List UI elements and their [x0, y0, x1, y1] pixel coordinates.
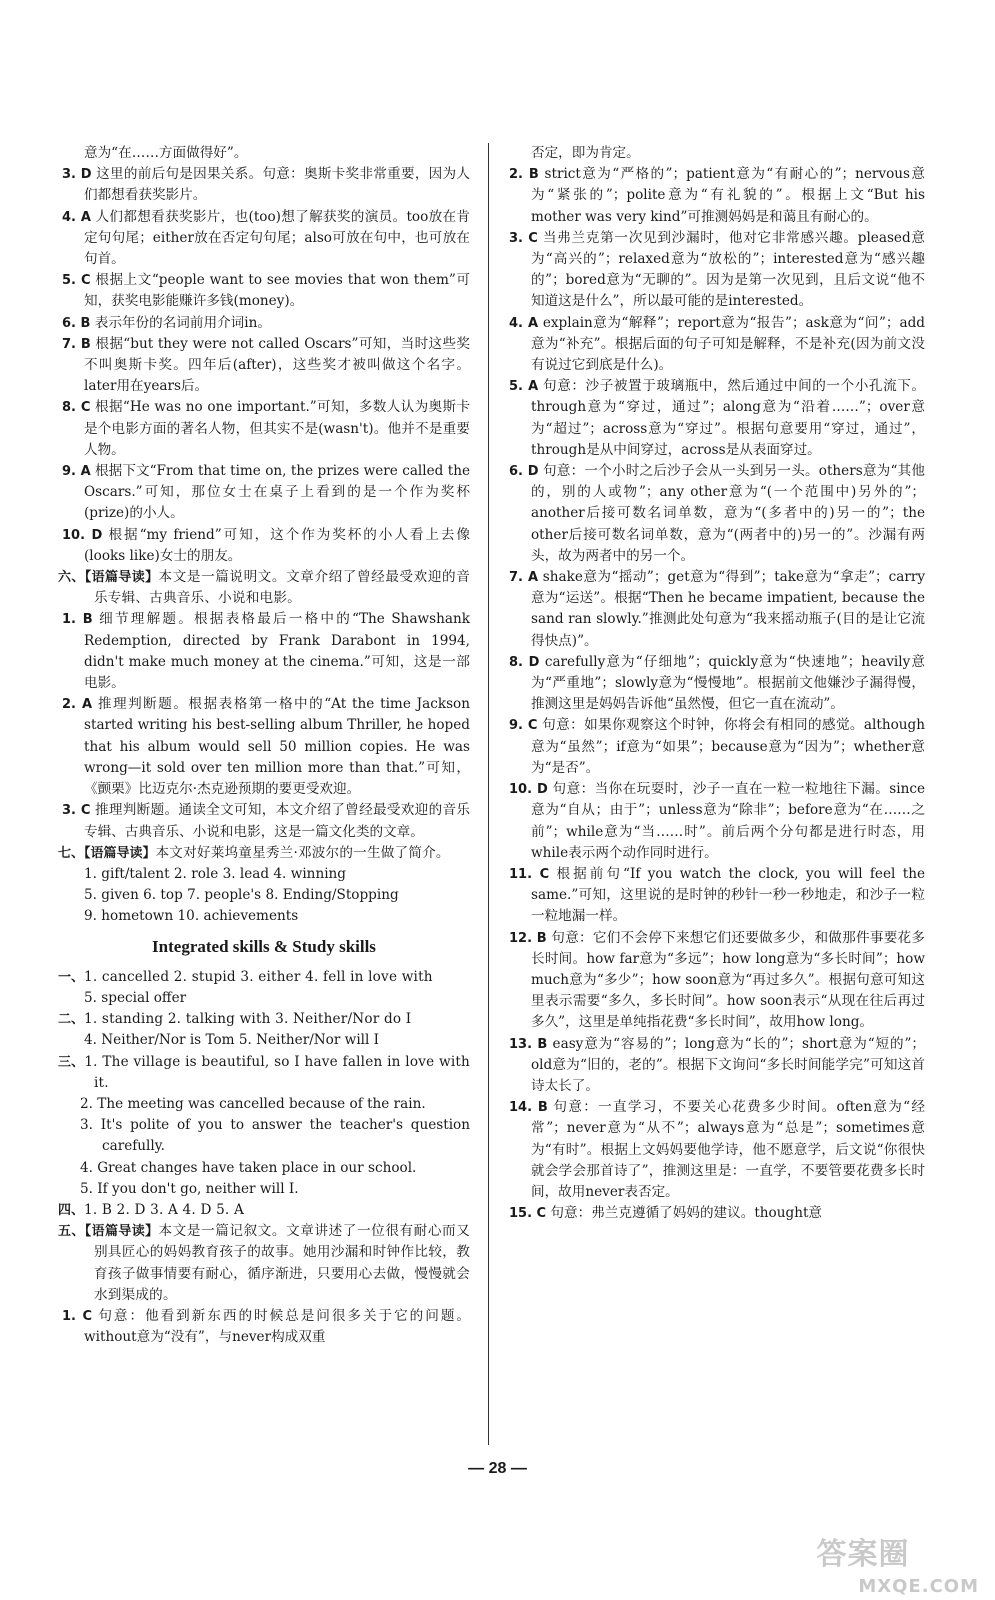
answer-explanation: 推理判断题。通读全文可知，本文介绍了曾经最受欢迎的音乐专辑、古典音乐、小说和电影，这是一篇文化类的文章。	[84, 802, 470, 840]
answer-explanation: 根据下文“From that time on, the prizes were called the Oscars.”可知，那位女士在桌子上看到的是一个作为奖杯(prize)的小人。	[84, 463, 470, 522]
answer-number: 4. A	[509, 315, 539, 331]
answer-item	[505, 1203, 925, 1224]
answer-item	[58, 164, 470, 206]
answer-explanation: 根据“my friend”可知，这个作为奖杯的小人看上去像(looks like)女士的朋友。	[84, 526, 470, 564]
section-text: 本文是一篇说明文。文章介绍了曾经最受欢迎的音乐专辑、古典音乐、小说和电影。	[94, 569, 470, 607]
answer-number: 14. B	[509, 1100, 548, 1116]
watermark-url: MXQE.COM	[858, 1576, 979, 1597]
answer-explanation: easy意为“容易的”；long意为“长的”；short意为“短的”；old意为“旧的，老的”。根据下文询问“多长时间能学完”可知这首诗太长了。	[531, 1035, 926, 1094]
answer-line: 4. Great changes have taken place in our school.	[80, 1159, 417, 1176]
answer-number: 6. D	[509, 464, 539, 480]
section-lead: 四、	[58, 1202, 85, 1218]
answer-explanation: strict意为“严格的”；patient意为“有耐心的”；nervous意为“紧张的”；polite意为“有礼貌的”。根据上文“But his mother was very kind”可推测妈妈是和蔼且有耐心的。	[531, 166, 925, 225]
section-lead: 三、	[58, 1054, 85, 1070]
section-label	[58, 567, 470, 609]
answer-line: 4. Neither/Nor is Tom 5. Neither/Nor will I	[84, 1032, 380, 1049]
answer-number: 9. C	[509, 718, 538, 734]
left-column	[58, 143, 470, 1348]
answer-explanation: 当弗兰克第一次见到沙漏时，他对它非常感兴趣。pleased意为“高兴的”；relaxed意为“放松的”；interested意为“感兴趣的”；bored意为“无聊的”。因为是第一次见到，且后文说“他不知道这是什么”，所以最可能的是interested。	[531, 229, 925, 310]
answer-item	[505, 313, 925, 377]
answer-item	[58, 397, 470, 461]
answer-explanation: 句意：如果你观察这个时钟，你将会有相同的感觉。although意为“虽然”；if意为“如果”；because意为“因为”；whether意为“是否”。	[531, 717, 925, 776]
answer-item	[505, 567, 925, 652]
answer-number: 10. D	[509, 782, 548, 798]
answer-explanation: 句意：沙子被置于玻璃瓶中，然后通过中间的一个小孔流下。through意为“穿过，通过”；along意为“沿着……”；over意为“超过”；across意为“穿过”。根据句意要用“穿过，通过”，through是从中间穿过，across是从表面穿过。	[531, 378, 925, 458]
answer-item	[505, 164, 925, 228]
answer-explanation: carefully意为“仔细地”；quickly意为“快速地”；heavily意为“严重地”；slowly意为“慢慢地”。根据前文他嫌沙子漏得慢，推测这里是妈妈告诉他“虽然慢，但它一直在流动”。	[531, 653, 925, 713]
answer-number: 15. C	[509, 1206, 547, 1222]
answer-explanation: 句意：当你在玩耍时，沙子一直在一粒一粒地往下漏。since意为“自从；由于”；unless意为“除非”；before意为“在……之前”；while意为“当……时”。前后两个分句都是进行时态，用while表示两个动作同时进行。	[531, 781, 925, 861]
watermark-text: 答案圈	[816, 1537, 910, 1573]
answer-explanation: 根据上文“people want to see movies that won them”可知，获奖电影能赚许多钱(money)。	[84, 272, 470, 310]
column-divider	[488, 143, 489, 1445]
answer-explanation: 句意：他看到新东西的时候总是问很多关于它的问题。without意为“没有”，与never构成双重	[84, 1307, 470, 1346]
answer-explanation: 推理判断题。根据表格第一格中的“At the time Jackson started writing his best-selling album Thriller, he hoped that his album would sell 50 million copies. He was wrong—it sold over ten million more than that.”可知，《颤栗》比迈克尔·杰克逊预期的要更受欢迎。	[84, 696, 470, 798]
answer-explanation: 这里的前后句是因果关系。句意：奥斯卡奖非常重要，因为人们都想看获奖影片。	[84, 166, 470, 204]
answer-number: 5. A	[509, 379, 539, 395]
answer-number: 2. B	[509, 167, 539, 183]
answer-item	[58, 207, 470, 271]
section-label	[58, 1052, 470, 1094]
answer-item	[505, 928, 925, 1034]
answer-explanation: 根据前句“If you watch the clock, you will feel the same.”可知，这里说的是时钟的秒针一秒一秒地走，和沙子一粒一粒地漏一样。	[531, 865, 925, 925]
answer-number: 2. A	[62, 697, 93, 713]
continued-text: 意为“在……方面做得好”。	[84, 145, 248, 161]
answer-item	[58, 694, 470, 800]
answer-explanation: 句意：一个小时之后沙子会从一头到另一头。others意为“其他的，别的人或物”；any other意为“(一个范围中)另外的”；another后接可数名词单数，意为“(多者中的)另一的”；the other后接可数名词单数，意为“(两者中的)另一的”。沙漏有两头，故为两者中的另一个。	[531, 463, 925, 564]
answer-explanation: explain意为“解释”；report意为“报告”；ask意为“问”；add意为“补充”。根据后面的句子可知是解释，不是补充(因为前文没有说过它到底是什么)。	[531, 314, 925, 374]
answer-item	[58, 609, 470, 694]
section-text: 本文对好莱坞童星秀兰·邓波尔的一生做了简介。	[155, 844, 450, 861]
answer-number: 7. B	[62, 336, 91, 352]
section-lead: 七、【语篇导读】	[58, 845, 156, 861]
answer-line: 5. special offer	[84, 989, 187, 1006]
answer-item	[58, 525, 470, 567]
answer-number: 5. C	[62, 273, 91, 289]
section-label	[58, 967, 470, 988]
section-label	[58, 843, 470, 864]
answer-item	[505, 864, 925, 928]
answer-number: 3. D	[62, 167, 92, 183]
section-text: 本文是一篇记叙文。文章讲述了一位很有耐心而又别具匠心的妈妈教育孩子的故事。她用沙漏和时钟作比较，教育孩子做事情要有耐心，循序渐进，只要用心去做，慢慢就会水到渠成的。	[94, 1223, 470, 1303]
answer-item	[58, 334, 470, 398]
section-label	[58, 1200, 470, 1221]
answer-number: 12. B	[509, 930, 547, 946]
answer-explanation: 根据“He was no one important.”可知，多数人认为奥斯卡是个电影方面的著名人物，但其实不是(wasn't)。他并不是重要人物。	[84, 399, 470, 458]
section-heading: Integrated skills & Study skills	[152, 936, 376, 956]
answer-explanation: 句意：它们不会停下来想它们还要做多少，和做那件事要花多长时间。how far意为“多远”；how long意为“多长时间”；how much意为“多少”；how soon意为“再过多久”。根据句意可知这里表示需要“多久，多长时间”。how soon表示“从现在往后再过多久”，这里是单纯指花费“多长时间”，故用how long。	[531, 929, 926, 1031]
section-label	[58, 1009, 470, 1030]
answer-number: 11. C	[509, 866, 550, 882]
answer-number: 3. C	[509, 230, 538, 246]
answer-item	[58, 800, 470, 842]
answer-number: 10. D	[62, 527, 103, 543]
answer-item	[505, 376, 925, 461]
answer-item	[505, 228, 925, 313]
answer-line: 9. hometown 10. achievements	[84, 908, 299, 925]
answer-explanation: 句意：弗兰克遵循了妈妈的建议。thought意	[546, 1205, 823, 1222]
answer-number: 4. A	[62, 209, 91, 225]
answer-explanation: 句意：一直学习，不要关心花费多少时间。often意为“经常”；never意为“从不”；always意为“总是”；sometimes意为“有时”。根据上文妈妈要他学诗，他不愿意学，后文说“你很快就会学会那首诗了”，推测这里是：一直学，不要管要花费多长时间，故用never表否定。	[531, 1099, 926, 1200]
answer-number: 13. B	[509, 1036, 548, 1052]
answer-explanation: 表示年份的名词前用介词in。	[90, 314, 271, 331]
answer-number: 8. D	[509, 654, 540, 670]
answer-item	[505, 1034, 925, 1098]
answer-explanation: 根据“but they were not called Oscars”可知，当时这些奖不叫奥斯卡奖。四年后(after)，这些奖才被叫做这个名字。later用在years后。	[84, 335, 470, 395]
answer-line: 5. given 6. top 7. people's 8. Ending/Stopping	[84, 887, 399, 904]
section-text: 1. B 2. D 3. A 4. D 5. A	[84, 1201, 244, 1218]
section-text: 1. standing 2. talking with 3. Neither/Nor do I	[84, 1011, 412, 1028]
section-label	[58, 1221, 470, 1306]
section-text: 1. The village is beautiful, so I have fallen in love with it.	[84, 1053, 470, 1091]
answer-item	[58, 461, 470, 525]
answer-line: 2. The meeting was cancelled because of the rain.	[80, 1095, 426, 1112]
answer-line: 1. gift/talent 2. role 3. lead 4. winning	[84, 865, 346, 882]
section-lead: 二、	[58, 1012, 85, 1028]
section-lead: 五、【语篇导读】	[58, 1224, 159, 1240]
answer-item	[505, 461, 925, 567]
answer-number: 8. C	[62, 400, 91, 416]
answer-item	[58, 1306, 470, 1348]
continued-text: 否定，即为肯定。	[531, 145, 640, 161]
section-lead: 六、【语篇导读】	[58, 570, 159, 586]
page-number: — 28 —	[468, 1460, 527, 1477]
answer-number: 7. A	[509, 570, 539, 586]
section-text: 1. cancelled 2. stupid 3. either 4. fell in love with	[84, 968, 433, 985]
answer-item	[505, 779, 925, 864]
answer-item	[58, 313, 470, 334]
section-lead: 一、	[58, 969, 85, 985]
answer-explanation: 人们都想看获奖影片，也(too)想了解获奖的演员。too放在肯定句句尾；either放在否定句句尾；also可放在句中，也可放在句首。	[84, 208, 470, 268]
answer-item	[505, 652, 925, 716]
answer-line: 5. If you don't go, neither will I.	[80, 1180, 299, 1197]
answer-item	[505, 1097, 925, 1203]
answer-item	[58, 270, 470, 312]
answer-number: 1. C	[62, 1308, 93, 1324]
answer-explanation: shake意为“摇动”；get意为“得到”；take意为“拿走”；carry意为“运送”。根据“Then he became impatient, because the sand ran slowly.”推测此处句意为“我来摇动瓶子(目的是让它流得快点)”。	[531, 569, 926, 649]
answer-number: 6. B	[62, 315, 91, 331]
answer-number: 1. B	[62, 612, 93, 628]
answer-item	[505, 715, 925, 779]
answer-explanation: 细节理解题。根据表格最后一格中的“The Shawshank Redemption, directed by Frank Darabont in 1994, didn't make much money at the cinema.”可知，这是一部电影。	[84, 611, 471, 692]
answer-number: 9. A	[62, 464, 91, 480]
answer-line: 3. It's polite of you to answer the teacher's question carefully.	[80, 1117, 470, 1155]
right-column	[505, 143, 925, 1224]
answer-number: 3. C	[62, 803, 91, 819]
